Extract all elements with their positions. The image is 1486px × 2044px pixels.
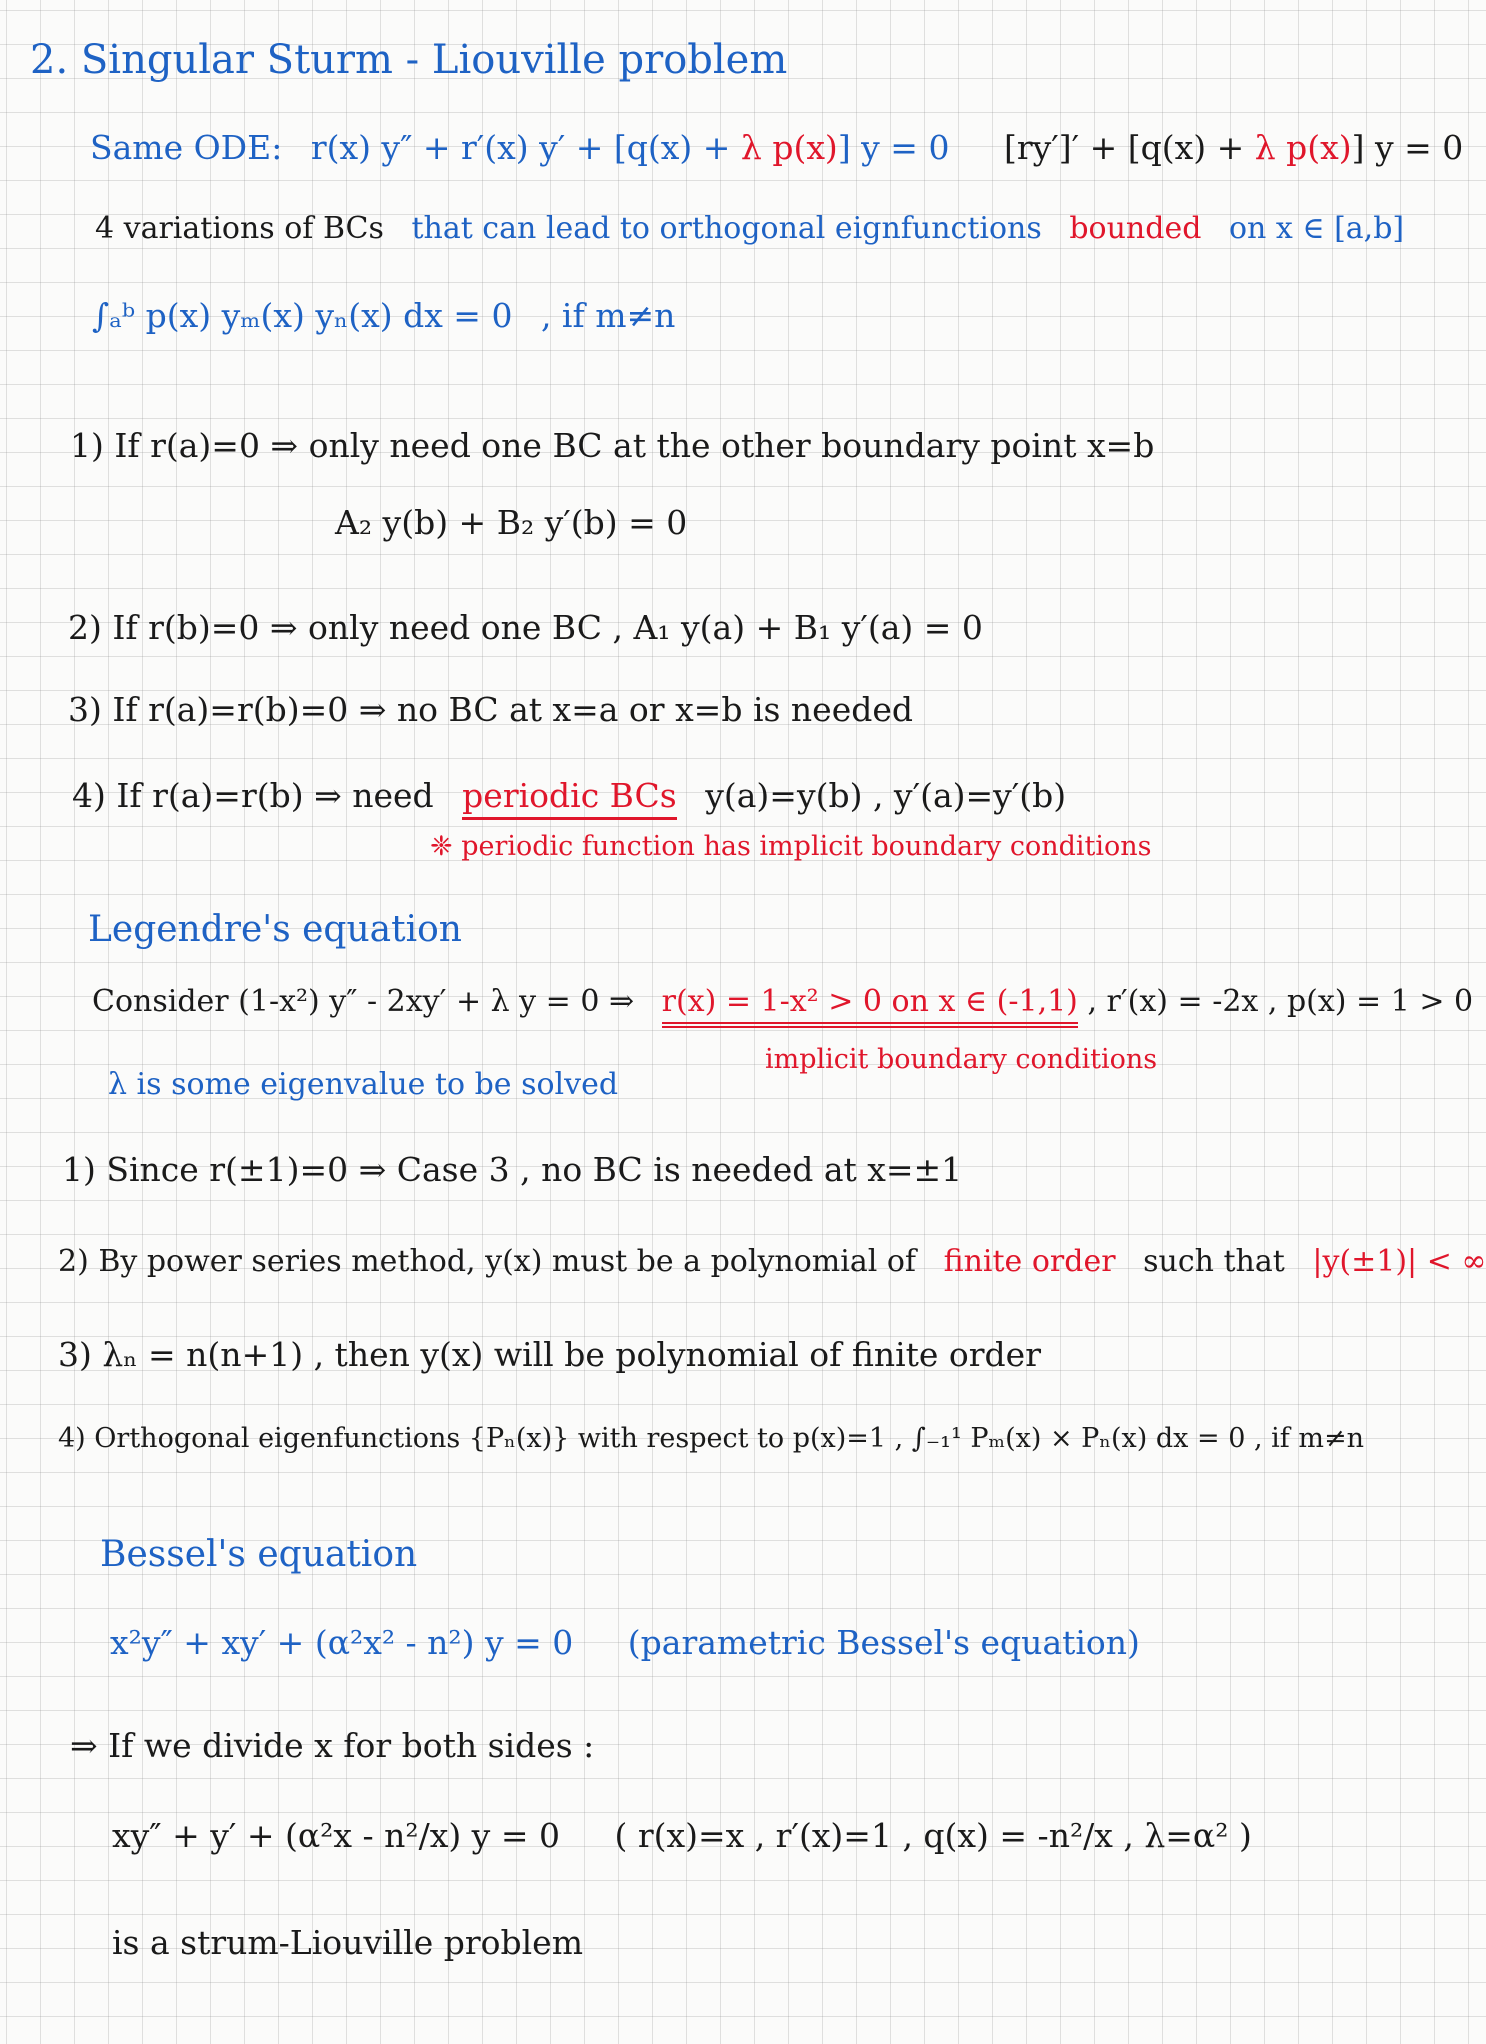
orthogonality-condition: , if m≠n (540, 296, 676, 335)
ode-eq1-a: r(x) y″ + r′(x) y′ + [q(x) + (310, 128, 741, 167)
variations-middle: that can lead to orthogonal eignfunctions (411, 211, 1042, 246)
variations-lead: 4 variations of BCs (95, 211, 384, 246)
variations-line (95, 212, 1404, 245)
legendre-consider: Consider (1-x²) y″ - 2xy′ + λ y = 0 ⇒ (92, 984, 635, 1019)
legendre-item-1: 1) Since r(±1)=0 ⇒ Case 3 , no BC is needed at x=±1 (62, 1150, 963, 1189)
legendre-item-2-b: such that (1143, 1244, 1285, 1279)
ode-lambda-p: λ p(x) (740, 128, 838, 167)
ode-eq2-lambda: λ p(x) (1254, 128, 1352, 167)
case-2: 2) If r(b)=0 ⇒ only need one BC , A₁ y(a) + B₁ y′(a) = 0 (68, 608, 983, 647)
variations-domain: on x ∈ [a,b] (1228, 211, 1405, 246)
bessel-heading: Bessel's equation (100, 1534, 418, 1575)
ode-eq2-a: [ry′]′ + [q(x) + (1003, 128, 1255, 167)
page-title: 2. Singular Sturm - Liouville problem (30, 37, 788, 83)
legendre-item-2-a: 2) By power series method, y(x) must be a polynomial of (58, 1244, 917, 1279)
legendre-rest: , r′(x) = -2x , p(x) = 1 > 0 (1087, 984, 1474, 1019)
case-4-conditions: y(a)=y(b) , y′(a)=y′(b) (705, 776, 1067, 815)
legendre-consider-line (92, 985, 1473, 1018)
ode-line (90, 130, 1463, 166)
bessel-divide: ⇒ If we divide x for both sides : (70, 1726, 595, 1765)
legendre-implicit: implicit boundary conditions (765, 1044, 1158, 1075)
bessel-eq-note: (parametric Bessel's equation) (627, 1623, 1140, 1662)
legendre-heading: Legendre's equation (88, 909, 462, 950)
bessel-conclusion: is a strum-Liouville problem (112, 1923, 583, 1962)
ode-eq2-b: ] y = 0 (1351, 128, 1464, 167)
legendre-item-2-red: finite order (943, 1244, 1116, 1279)
case-1: 1) If r(a)=0 ⇒ only need one BC at the other boundary point x=b (70, 426, 1155, 465)
case-3: 3) If r(a)=r(b)=0 ⇒ no BC at x=a or x=b is needed (68, 690, 914, 729)
case-4-prefix: 4) If r(a)=r(b) ⇒ need (72, 776, 434, 815)
orthogonality-line (92, 298, 675, 334)
bessel-eq2: xy″ + y′ + (α²x - n²/x) y = 0 (112, 1816, 560, 1855)
case-4 (72, 778, 1066, 814)
orthogonality-integral: ∫ₐᵇ p(x) yₘ(x) yₙ(x) dx = 0 (92, 296, 513, 335)
case-4-note: ❈ periodic function has implicit boundary conditions (430, 831, 1152, 862)
legendre-item-4: 4) Orthogonal eigenfunctions {Pₙ(x)} with respect to p(x)=1 , ∫₋₁¹ Pₘ(x) × Pₙ(x) dx = 0 , if m≠n (58, 1423, 1364, 1454)
legendre-item-3: 3) λₙ = n(n+1) , then y(x) will be polynomial of finite order (58, 1335, 1041, 1374)
legendre-item-2 (58, 1245, 1486, 1278)
ode-prefix: Same ODE: (90, 128, 283, 167)
legendre-item-2-bound: |y(±1)| < ∞ (1312, 1244, 1486, 1279)
legendre-lambda-note: λ is some eigenvalue to be solved (108, 1067, 619, 1102)
bessel-eq2-line (112, 1818, 1252, 1854)
case-4-periodic: periodic BCs (462, 776, 677, 820)
variations-bounded: bounded (1069, 211, 1202, 246)
legendre-r-def: r(x) = 1-x² > 0 on x ∈ (-1,1) (662, 984, 1078, 1028)
ode-eq1-b: ] y = 0 (837, 128, 950, 167)
bessel-eq-line (110, 1625, 1140, 1661)
case-1-bc: A₂ y(b) + B₂ y′(b) = 0 (335, 503, 688, 542)
bessel-eq2-note: ( r(x)=x , r′(x)=1 , q(x) = -n²/x , λ=α² ) (614, 1816, 1252, 1855)
bessel-eq: x²y″ + xy′ + (α²x² - n²) y = 0 (110, 1623, 574, 1662)
